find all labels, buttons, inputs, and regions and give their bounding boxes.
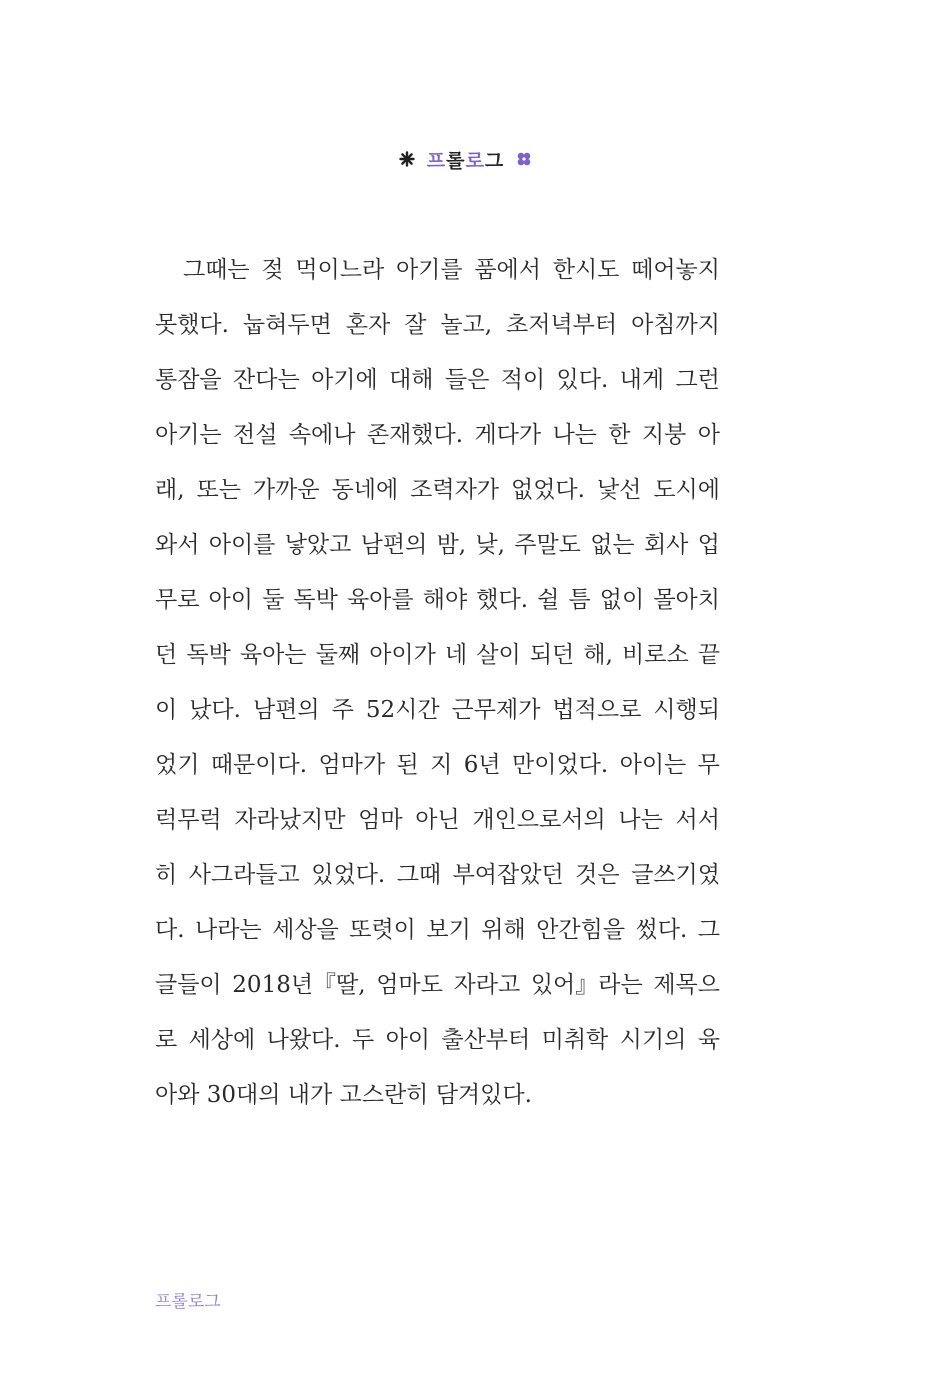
paragraph-word: 출산부터 [441, 1027, 531, 1053]
paragraph-line [155, 246, 720, 301]
paragraph-word: 었기 [155, 752, 200, 778]
paragraph-word: 잔다는 [233, 367, 300, 393]
running-footer-title: 프롤로그 [155, 1292, 221, 1312]
paragraph-word: 자라났지만 [234, 807, 346, 833]
paragraph-word: 살이 [476, 642, 521, 668]
paragraph-word: 적이 [500, 367, 546, 393]
paragraph-word: 없는 [590, 532, 635, 558]
paragraph-line [155, 301, 720, 356]
paragraph-word: 근무제가 [451, 697, 541, 723]
prologue-paragraph [155, 246, 720, 1126]
paragraph-word: 나라는 [195, 917, 262, 943]
paragraph-word: 해, [583, 642, 613, 668]
paragraph-word: 들은 [444, 367, 490, 393]
paragraph-word: 초저녁부터 [506, 312, 618, 338]
paragraph-word: 아이는 [619, 752, 687, 778]
paragraph-word: 업 [697, 532, 720, 558]
paragraph-word: 조력자가 [410, 477, 500, 503]
paragraph-word: 엄마가 [318, 752, 386, 778]
paragraph-word: 자라고 [453, 972, 521, 998]
paragraph-word: 아 [697, 422, 720, 448]
paragraph-word: 독박 [186, 642, 231, 668]
paragraph-word: 해야 [422, 587, 468, 613]
paragraph-word: 회사 [643, 532, 689, 558]
paragraph-word: 던 [155, 642, 178, 668]
paragraph-word: 먹이느라 [295, 257, 385, 283]
paragraph-word: 혼자 [345, 312, 391, 338]
paragraph-word: 아이 [385, 1027, 430, 1053]
paragraph-word: 네 [444, 642, 468, 668]
paragraph-word: 이 [155, 697, 178, 723]
paragraph-word: 지 [430, 752, 453, 778]
paragraph-word: 못했다. [155, 312, 229, 338]
chapter-title-char: 로 [465, 149, 485, 172]
paragraph-word: 서서 [675, 807, 720, 833]
paragraph-word: 도시에 [653, 477, 720, 503]
paragraph-word: 둘째 [315, 642, 361, 668]
paragraph-word: 쉴 [537, 587, 560, 613]
paragraph-word: 틈 [568, 587, 591, 613]
paragraph-word: 글들이 [155, 972, 222, 998]
paragraph-word: 아닌 [415, 807, 460, 833]
paragraph-word: 내게 [619, 367, 665, 393]
chapter-title [427, 146, 504, 173]
paragraph-line [155, 686, 720, 741]
paragraph-word: 났다. [189, 697, 241, 723]
paragraph-word: 놀고, [440, 312, 493, 338]
paragraph-word: 그런 [675, 367, 720, 393]
chapter-title-char: 그 [484, 149, 505, 172]
paragraph-word: 또렷이 [349, 917, 416, 943]
paragraph-word: 시기의 [619, 1027, 687, 1053]
paragraph-word: 그때는 [183, 257, 250, 283]
paragraph-word: 아이 [208, 587, 253, 613]
paragraph-line [155, 631, 720, 686]
paragraph-word: 세상에 [188, 1027, 256, 1053]
paragraph-word: 아기에 [311, 367, 378, 393]
paragraph-word: 가까운 [252, 477, 320, 503]
paragraph-word: 동네에 [331, 477, 399, 503]
paragraph-word: 잘 [404, 312, 427, 338]
paragraph-word: 젖 [261, 257, 284, 283]
paragraph-word: 끝 [697, 642, 720, 668]
paragraph-word: 한 [608, 422, 631, 448]
paragraph-word: 다. [155, 917, 185, 943]
paragraph-word: 히 [155, 862, 178, 888]
paragraph-word: 시행되 [653, 697, 720, 723]
paragraph-word: 2018년『딸, [232, 972, 366, 998]
paragraph-line [155, 796, 720, 851]
paragraph-word: 둘 [262, 587, 285, 613]
paragraph-word: 있어』라는 [530, 972, 643, 998]
paragraph-word: 몰아치 [653, 587, 720, 613]
paragraph-word: 글쓰기였 [631, 862, 720, 888]
chapter-heading [0, 142, 931, 176]
paragraph-line [155, 356, 720, 411]
paragraph-word: 나는 [618, 807, 663, 833]
paragraph-word: 했다. [476, 587, 529, 613]
paragraph-word: 썼다. [635, 917, 688, 943]
paragraph-word: 한시도 [552, 257, 620, 283]
paragraph-word: 남편의 [360, 532, 428, 558]
paragraph-word: 보기 [426, 917, 471, 943]
paragraph-word: 래, [155, 477, 185, 503]
paragraph-line [155, 906, 720, 961]
paragraph-word: 대해 [389, 367, 434, 393]
paragraph-word: 지붕 [641, 422, 687, 448]
paragraph-word: 나는 [552, 422, 597, 448]
paragraph-word: 위해 [481, 917, 526, 943]
paragraph-word: 주 [331, 697, 354, 723]
paragraph-word: 주말도 [514, 532, 581, 558]
paragraph-line [155, 741, 720, 796]
paragraph-word: 되던 [529, 642, 575, 668]
paragraph-word: 법적으로 [552, 697, 642, 723]
paragraph-line [155, 576, 720, 631]
paragraph-word: 로 [155, 1027, 178, 1053]
paragraph-word: 그때 [396, 862, 442, 888]
paragraph-word: 독박 [293, 587, 338, 613]
paragraph-word: 밤, [436, 532, 467, 558]
paragraph-word: 제목으 [653, 972, 720, 998]
paragraph-word: 두 [351, 1027, 375, 1053]
paragraph-word: 눕혀두면 [242, 312, 332, 338]
paragraph-word: 육아는 [239, 642, 307, 668]
paragraph-word: 아이가 [369, 642, 436, 668]
paragraph-word: 게다가 [474, 422, 542, 448]
paragraph-word: 럭무럭 [155, 807, 222, 833]
paragraph-line: 아와 30대의 내가 고스란히 담겨있다. [155, 1082, 532, 1108]
paragraph-word: 아침까지 [631, 312, 720, 338]
paragraph-word: 것은 [575, 862, 620, 888]
paragraph-word: 안간힘을 [536, 917, 626, 943]
paragraph-word: 없었다. [511, 477, 585, 503]
paragraph-word: 품에서 [474, 257, 541, 283]
paragraph-word: 부여잡았던 [452, 862, 564, 888]
paragraph-word: 그 [697, 917, 720, 943]
paragraph-line [155, 411, 720, 466]
paragraph-word: 엄마도 [376, 972, 443, 998]
paragraph-word: 존재했다. [366, 422, 464, 448]
paragraph-word: 때문이다. [210, 752, 308, 778]
paragraph-word: 속에나 [288, 422, 356, 448]
paragraph-word: 미취학 [541, 1027, 609, 1053]
paragraph-word: 아기는 [155, 422, 222, 448]
paragraph-line [155, 466, 720, 521]
paragraph-word: 있다. [556, 367, 609, 393]
four-petal-flower-icon [516, 151, 532, 167]
paragraph-word: 남편의 [252, 697, 320, 723]
paragraph-line [155, 961, 720, 1016]
paragraph-word: 와서 [155, 532, 200, 558]
paragraph-word: 나왔다. [266, 1027, 341, 1053]
paragraph-word: 개인으로서의 [472, 807, 606, 833]
paragraph-word: 낳았고 [284, 532, 352, 558]
paragraph-word: 전설 [233, 422, 278, 448]
paragraph-word: 아이를 [208, 532, 276, 558]
paragraph-word: 또는 [196, 477, 241, 503]
paragraph-word: 낮, [475, 532, 505, 558]
paragraph-line [155, 851, 720, 906]
paragraph-word: 된 [396, 752, 419, 778]
paragraph-word: 있었다. [311, 862, 386, 888]
chapter-title-char: 프 [426, 149, 447, 172]
paragraph-word: 아기를 [395, 257, 463, 283]
paragraph-word: 엄마 [358, 807, 403, 833]
paragraph-word: 52시간 [365, 697, 440, 723]
paragraph-word: 낯선 [596, 477, 642, 503]
paragraph-word: 만이었다. [512, 752, 609, 778]
paragraph-word: 사그라들고 [188, 862, 300, 888]
paragraph-word: 육 [697, 1027, 720, 1053]
chapter-title-char: 롤 [446, 149, 466, 172]
paragraph-word: 떼어놓지 [631, 257, 720, 283]
paragraph-word: 육아를 [346, 587, 414, 613]
asterisk-flower-icon [399, 151, 415, 167]
paragraph-word: 무로 [155, 587, 200, 613]
paragraph-word: 무 [697, 752, 720, 778]
paragraph-line [155, 1016, 720, 1071]
paragraph-word: 통잠을 [155, 367, 222, 393]
paragraph-line [155, 521, 720, 576]
paragraph-word: 세상을 [272, 917, 339, 943]
paragraph-word: 비로소 [622, 642, 689, 668]
paragraph-word: 6년 [463, 752, 501, 778]
paragraph-word: 없이 [599, 587, 645, 613]
